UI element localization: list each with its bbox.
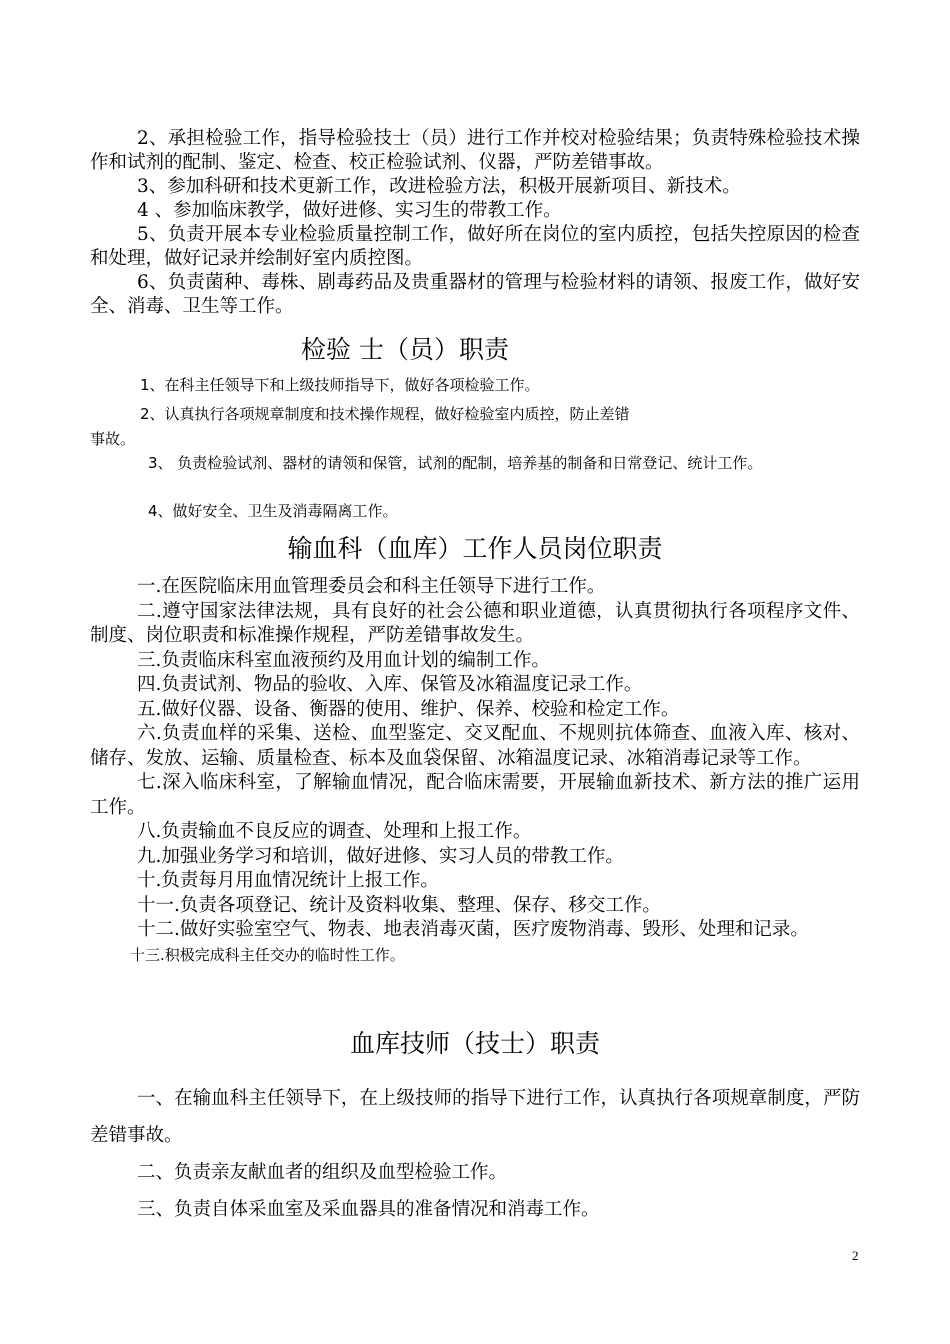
paragraph: 四.负责试剂、物品的验收、入库、保管及冰箱温度记录工作。 xyxy=(137,674,643,695)
paragraph: 十.负责每月用血情况统计上报工作。 xyxy=(137,870,439,891)
paragraph: 三.负责临床科室血液预约及用血计划的编制工作。 xyxy=(137,649,550,671)
paragraph: 5、负责开展本专业检验质量控制工作，做好所在岗位的室内质控，包括失控原因的检查和处理，做好记录并绘制好室内质控图。 xyxy=(90,224,860,269)
paragraph: 3、 负责检验试剂、器材的请领和保管，试剂的配制，培养基的制备和日常登记、统计工作。 xyxy=(148,454,763,472)
paragraph: 三、负责自体采血室及采血器具的准备情况和消毒工作。 xyxy=(137,1199,600,1220)
section4-body xyxy=(90,1080,860,1228)
section3-body xyxy=(90,575,860,967)
section1-body xyxy=(90,127,860,319)
paragraph: 二.遵守国家法律法规，具有良好的社会公德和职业道德，认真贯彻执行各项程序文件、制度、岗位职责和标准操作规程，严防差错事故发生。 xyxy=(90,600,860,646)
paragraph: 6、负责菌种、毒株、剧毒药品及贵重器材的管理与检验材料的请领、报废工作，做好安全、消毒、卫生等工作。 xyxy=(90,272,860,317)
paragraph: 十三.积极完成科主任交办的临时性工作。 xyxy=(130,945,405,964)
paragraph: 九.加强业务学习和培训，做好进修、实习人员的带教工作。 xyxy=(137,845,624,867)
page-number: 2 xyxy=(852,1248,859,1263)
paragraph: 二、负责亲友献血者的组织及血型检验工作。 xyxy=(137,1162,508,1183)
paragraph: 八.负责输血不良反应的调查、处理和上报工作。 xyxy=(137,821,532,842)
paragraph: 七.深入临床科室，了解输血情况，配合临床需要，开展输血新技术、新方法的推广运用工作。 xyxy=(90,772,860,818)
paragraph: 五.做好仪器、设备、衡器的使用、维护、保养、校验和检定工作。 xyxy=(137,698,680,720)
section4-title: 血库技师（技士）职责 xyxy=(349,1029,600,1058)
paragraph: 十二.做好实验室空气、物表、地表消毒灭菌，医疗废物消毒、毁形、处理和记录。 xyxy=(137,919,809,940)
paragraph: 一.在医院临床用血管理委员会和科主任领导下进行工作。 xyxy=(137,576,606,597)
section3-title: 输血科（血库）工作人员岗位职责 xyxy=(287,534,663,563)
paragraph: 2、承担检验工作，指导检验技士（员）进行工作并校对检验结果；负责特殊检验技术操作和试剂的配制、鉴定、检查、校正检验试剂、仪器，严防差错事故。 xyxy=(90,128,860,173)
paragraph: 1、在科主任领导下和上级技师指导下，做好各项检验工作。 xyxy=(140,376,540,394)
paragraph: 3、参加科研和技术更新工作，改进检验方法，积极开展新项目、新技术。 xyxy=(137,176,741,197)
paragraph: 一、在输血科主任领导下，在上级技师的指导下进行工作，认真执行各项规章制度，严防差错事故。 xyxy=(90,1088,860,1146)
paragraph: 事故。 xyxy=(90,430,136,448)
paragraph: 4、做好安全、卫生及消毒隔离工作。 xyxy=(148,502,398,520)
paragraph: 十一.负责各项登记、统计及资料收集、整理、保存、移交工作。 xyxy=(137,894,661,916)
paragraph: 六.负责血样的采集、送检、血型鉴定、交叉配血、不规则抗体筛查、血液入库、核对、储存、发放、运输、质量检查、标本及血袋保留、冰箱温度记录、冰箱消毒记录等工作。 xyxy=(90,723,860,769)
paragraph: 4 、参加临床教学，做好进修、实习生的带教工作。 xyxy=(137,200,562,221)
section2-title: 检验 士（员）职责 xyxy=(301,335,509,364)
paragraph: 2、认真执行各项规章制度和技术操作规程，做好检验室内质控，防止差错 xyxy=(140,405,630,423)
